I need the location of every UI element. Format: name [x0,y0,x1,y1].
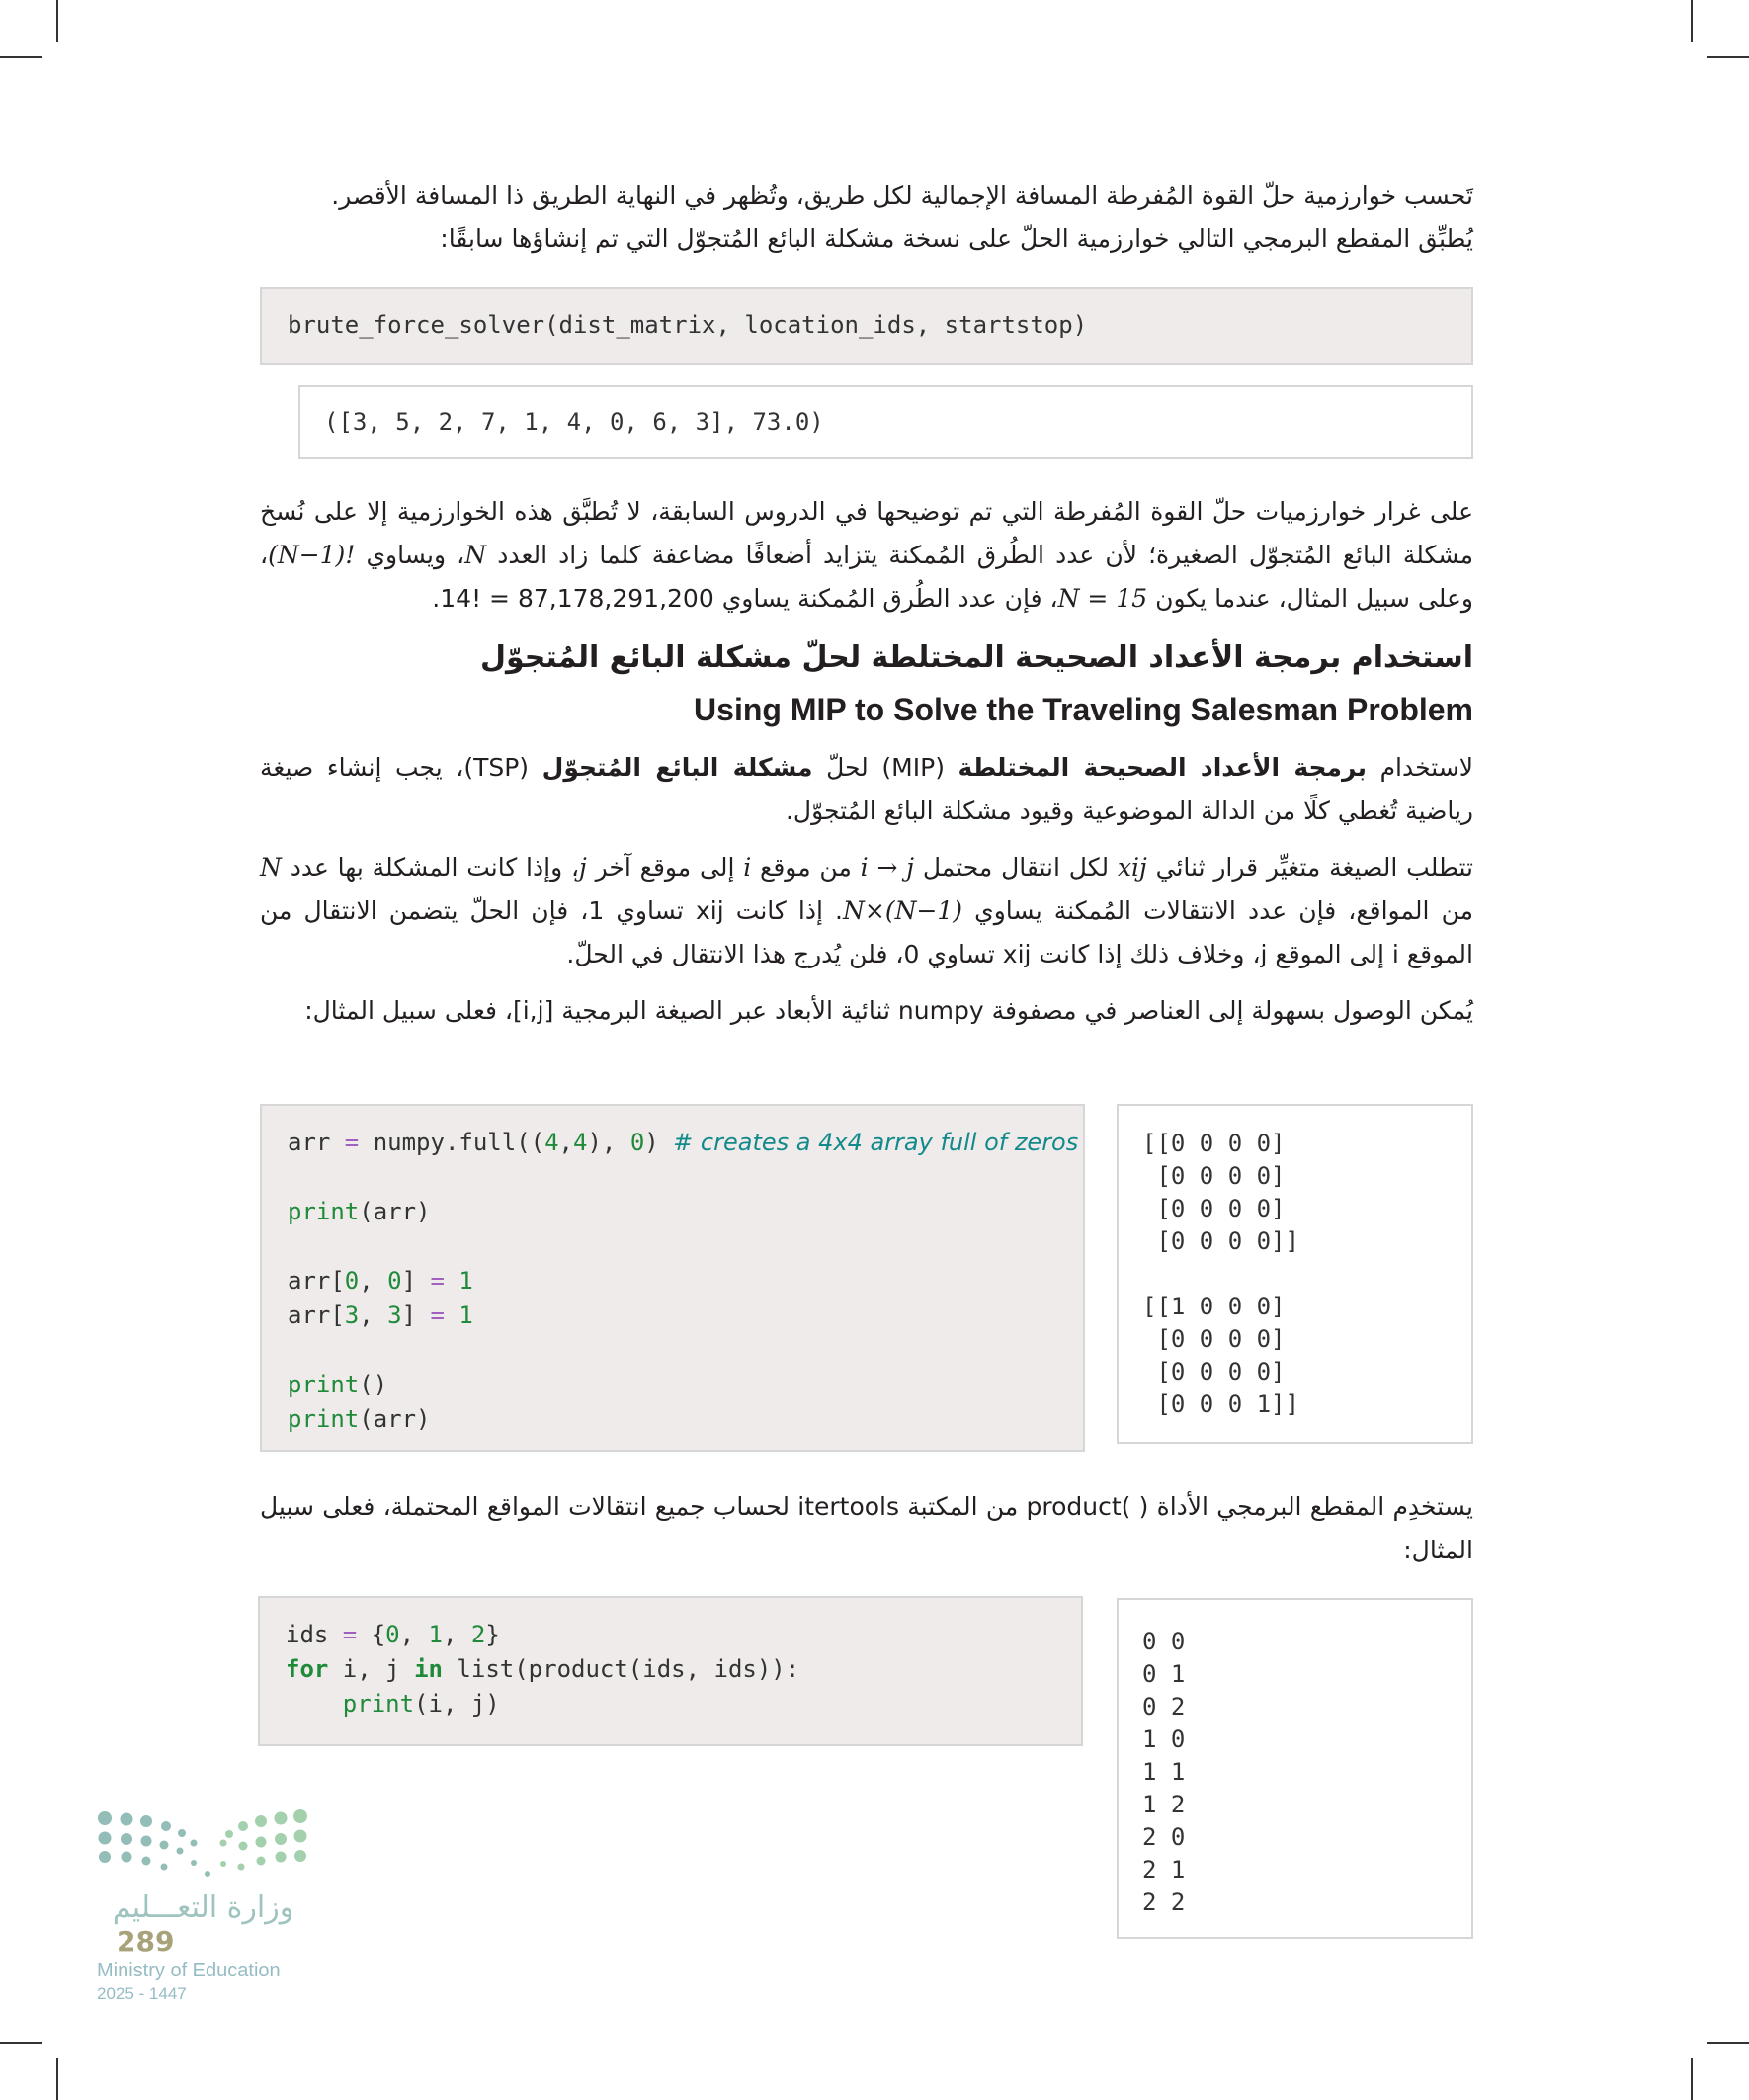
output-line: 1 2 [1142,1791,1186,1818]
math-formula: N×(N−1) [843,896,963,925]
code-line: arr = numpy.full((4,4), 0) # creates a 4x4 array full of zeros [288,1129,1079,1156]
math-n-equals: N = 15 [1057,584,1148,613]
text: على غرار خوارزميات حلّ القوة المُفرطة التي تم توضيحها في الدروس السابقة، لا تُطبَّق هذه الخوارزمية إلا على نُسخ مشكلة البائع المُتجوّل الصغيرة؛ لأن عدد الطُرق المُمكنة يتزايد أضعافًا مضاعفة كلما زاد العدد [260,497,1473,569]
output-line: [0 0 0 0] [1142,1162,1286,1190]
code-line: brute_force_solver(dist_matrix, location_ids, startstop) [288,311,1088,339]
intro-paragraph [260,174,1473,261]
code-block-numpy [260,1104,1085,1452]
text: ، وإذا كانت المشكلة بها عدد [281,853,580,882]
numpy-paragraph: يُمكن الوصول بسهولة إلى العناصر في مصفوفة numpy ثنائية الأبعاد عبر الصيغة البرمجية [i,j]، فعلى سبيل المثال: [304,996,1473,1025]
output-line: [0 0 0 0]] [1142,1227,1299,1255]
output-line: [0 0 0 0] [1142,1325,1286,1353]
intro-line-2: يُطبِّق المقطع البرمجي التالي خوارزمية الحلّ على نسخة مشكلة البائع المُتجوّل التي تم إنشاؤها سابقًا: [440,224,1473,253]
crop-mark [1691,2058,1693,2100]
output-line: [0 0 0 1]] [1142,1390,1299,1418]
output-line: [0 0 0 0] [1142,1195,1286,1222]
crop-mark [56,2058,58,2100]
math-n: N [260,853,282,882]
product-paragraph: يستخدِم المقطع البرمجي الأداة ( )product من المكتبة itertools لحساب جميع انتقالات المواقع المحتملة، فعلى سبيل المثال: [260,1492,1473,1564]
code-line: print(i, j) [342,1690,500,1718]
decision-variable-paragraph [260,846,1473,976]
crop-mark [1707,56,1749,58]
output-line: 2 0 [1142,1823,1186,1851]
code-line: arr[3, 3] = 1 [288,1302,473,1329]
text: تتطلب الصيغة متغيِّر قرار ثنائي [1146,853,1473,882]
text: (TSP)، يجب إنشاء صيغة رياضية تُغطي كلًا من الدالة الموضوعية وقيود مشكلة البائع المُتجوّل. [260,753,1473,825]
text: إلى موقع آخر [586,853,744,882]
text: لاستخدام [1366,753,1473,782]
text: لكل انتقال محتمل [914,853,1118,882]
output-block-numpy [1117,1104,1473,1444]
crop-mark [0,56,42,58]
ministry-name-english: Ministry of Education [97,1960,281,1981]
output-line: [[0 0 0 0] [1142,1130,1286,1157]
code-line: for i, j in list(product(ids, ids)): [286,1655,800,1683]
text: (MIP) لحلّ [812,753,958,782]
output-line: ([3, 5, 2, 7, 1, 4, 0, 6, 3], 73.0) [324,408,824,436]
math-i: i [743,853,752,882]
text: من موقع [751,853,861,882]
academic-year: 2025 - 1447 [97,1984,187,2003]
code-line: arr[0, 0] = 1 [288,1267,473,1295]
intro-line-1: تَحسب خوارزمية حلّ القوة المُفرطة المسافة الإجمالية لكل طريق، وتُظهر في النهاية الطريق ذا المسافة الأقصر. [331,181,1473,210]
term-tsp: مشكلة البائع المُتجوّل [541,753,813,782]
code-line: print() [288,1371,388,1398]
code-block-product [258,1596,1083,1746]
crop-mark [56,0,58,42]
output-line: 2 2 [1142,1889,1186,1916]
text: ، فإن عدد الطُرق المُمكنة يساوي 87,178,291,200 = !14. [432,584,1058,613]
code-line: print(arr) [288,1405,431,1433]
output-line: 0 2 [1142,1693,1186,1721]
math-formula: (N−1)! [268,541,356,569]
crop-mark [1691,0,1693,42]
crop-mark [0,2042,42,2044]
text: ، وعلى سبيل المثال، عندما يكون [260,541,1473,613]
brute-force-paragraph [260,490,1473,621]
output-line: [[1 0 0 0] [1142,1293,1286,1320]
output-line: 1 1 [1142,1758,1186,1786]
math-transition: i → j [860,853,914,882]
text: ، ويساوي [355,541,465,569]
math-n: N [464,541,487,569]
term-mip: برمجة الأعداد الصحيحة المختلطة [958,753,1367,782]
output-line: 2 1 [1142,1856,1186,1884]
text: من المواقع، فإن عدد الانتقالات المُمكنة يساوي [962,896,1473,925]
text: . إذا كانت xij تساوي 1، فإن الحلّ يتضمن الانتقال من الموقع i إلى الموقع j، وخلاف ذلك إذا كانت xij تساوي 0، فلن يُدرج هذا الانتقال في الحلّ. [260,896,1473,968]
section-heading-english: Using MIP to Solve the Traveling Salesman Problem [694,692,1473,727]
section-heading-arabic: استخدام برمجة الأعداد الصحيحة المختلطة لحلّ مشكلة البائع المُتجوّل [479,640,1473,675]
ministry-name-arabic: وزارة التعـــليم [112,1890,294,1925]
output-block-product [1117,1598,1473,1939]
output-line: 0 0 [1142,1628,1186,1655]
output-block-brute-force [298,385,1473,459]
math-j: j [579,853,587,882]
code-block-brute-force [260,287,1473,365]
output-line: 0 1 [1142,1660,1186,1688]
code-line: ids = {0, 1, 2} [286,1621,500,1648]
ministry-logo [97,1808,309,2005]
math-xij: xij [1117,853,1147,882]
crop-mark [1707,2042,1749,2044]
output-line [1142,1258,1471,1291]
output-line: 1 0 [1142,1725,1186,1753]
code-comment: # creates a 4x4 array full of zeros [673,1129,1079,1156]
mip-paragraph [260,746,1473,833]
output-line: [0 0 0 0] [1142,1358,1286,1386]
ministry-dots-icon [97,1808,309,1883]
page-number: 289 [117,1925,175,1958]
code-line: print(arr) [288,1198,431,1225]
